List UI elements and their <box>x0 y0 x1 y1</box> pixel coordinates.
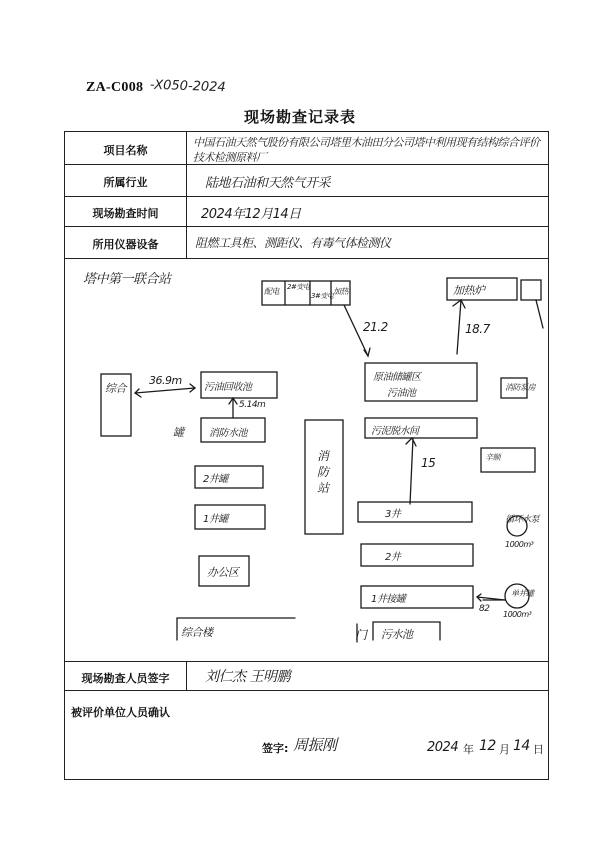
survey-signature-label: 现场勘查人员签字 <box>81 672 170 685</box>
document-code-handwritten: -X050-2024 <box>149 77 226 96</box>
sign-label: 签字: <box>262 742 289 755</box>
field-value-survey-time: 2024年12月14日 <box>201 207 301 222</box>
field-value-equipment: 阻燃工具柜、测距仪、有毒气体检测仪 <box>195 236 391 250</box>
sketch-label: 18.7 <box>465 322 490 336</box>
sketch-label: 罐 <box>173 426 184 439</box>
sketch-label: 综合 <box>105 382 126 395</box>
document-title: 现场勘查记录表 <box>243 108 356 126</box>
sketch-label: 1井接罐 <box>371 594 406 605</box>
sketch-label: 1井罐 <box>203 514 228 525</box>
sketch-label: 污泥脱水间 <box>371 426 419 437</box>
field-value-project-name: 中国石油天然气股份有限公司塔里木油田分公司塔中利用现有结构综合评价技术检测原料厂 <box>193 136 540 164</box>
sketch-header-note: 塔中第一联合站 <box>83 272 171 287</box>
sketch-label: 辛顺 <box>485 453 500 462</box>
sketch-label: 15 <box>421 456 436 470</box>
sketch-label: 2井罐 <box>203 474 228 485</box>
sketch-label: 21.2 <box>363 320 388 334</box>
sketch-drawing <box>65 258 550 661</box>
sketch-label: 36.9m <box>149 374 182 387</box>
sketch-label: 1000m³ <box>505 540 534 549</box>
sketch-label: 消防水池 <box>209 428 247 439</box>
confirm-label: 被评价单位人员确认 <box>71 706 170 719</box>
sketch-box-2-well <box>361 544 473 566</box>
sketch-label: 5.14m <box>239 400 266 410</box>
sketch-label: 加热炉 <box>453 284 485 297</box>
field-label-project-name: 项目名称 <box>103 144 148 157</box>
sketch-label: 门 <box>355 628 367 642</box>
sketch-box-3-well <box>358 502 472 522</box>
field-label-industry: 所属行业 <box>103 176 148 189</box>
sketch-label: 污油池 <box>387 388 416 399</box>
sketch-label: 污油回收池 <box>204 382 252 393</box>
sketch-label: 消防站 <box>317 449 329 495</box>
date-year: 2024 <box>427 740 459 755</box>
sketch-label: 污水池 <box>381 628 413 641</box>
date-day-char: 日 <box>533 743 544 756</box>
sketch-label: 循环水泵 <box>505 515 540 525</box>
sketch-label: 加热 <box>333 287 348 296</box>
field-label-survey-time: 现场勘查时间 <box>92 207 159 220</box>
site-sketch <box>65 258 550 661</box>
sketch-label: 2井 <box>385 552 401 563</box>
sketch-label: 1000m³ <box>503 610 532 619</box>
record-table <box>64 131 549 780</box>
document-code: ZA-C008 <box>86 80 144 95</box>
date-year-char: 年 <box>463 743 474 756</box>
confirm-signature: 周振刚 <box>293 736 337 754</box>
survey-signature: 刘仁杰 王明鹏 <box>205 669 290 685</box>
date-day: 14 <box>513 738 530 754</box>
field-label-equipment: 所用仪器设备 <box>92 238 159 251</box>
date-month: 12 <box>479 738 496 754</box>
sketch-label: 2#变电 <box>287 283 310 291</box>
field-value-industry: 陆地石油和天然气开采 <box>205 176 331 191</box>
sketch-label: 3井 <box>385 509 401 520</box>
sketch-label: 单井罐 <box>511 589 534 598</box>
sketch-label: 原油储罐区 <box>373 372 421 383</box>
sketch-label: 82 <box>479 604 490 614</box>
sketch-label: 3#变电 <box>311 292 334 300</box>
sketch-label: 消防泵房 <box>505 383 535 392</box>
sketch-label: 配电 <box>264 287 279 296</box>
sketch-label: 办公区 <box>207 566 239 579</box>
sketch-label: 综合楼 <box>181 626 213 639</box>
date-month-char: 月 <box>499 743 510 756</box>
